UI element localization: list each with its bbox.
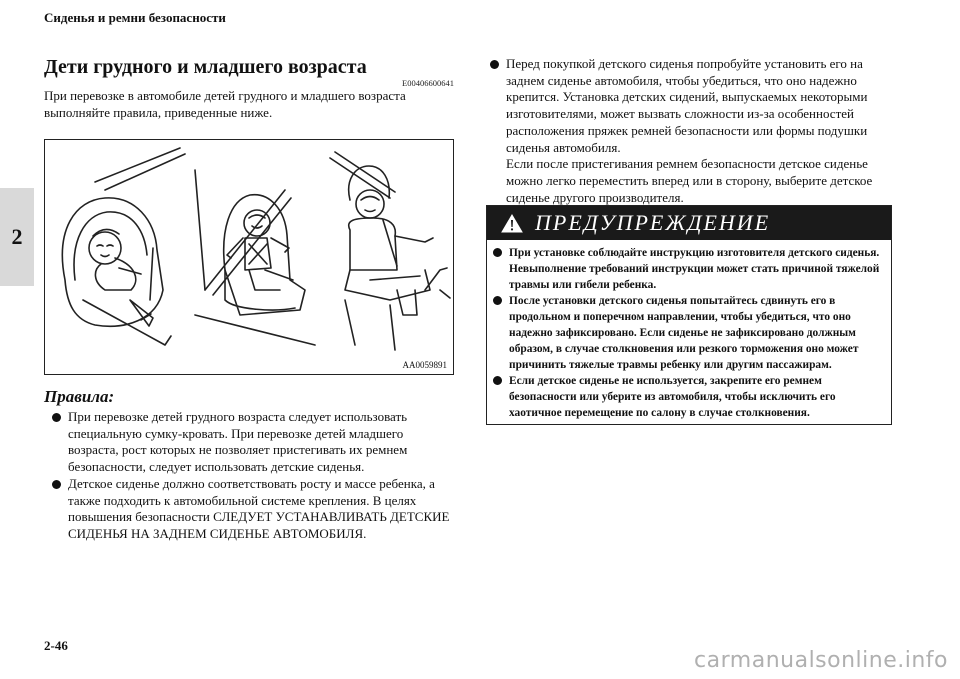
warning-header [487, 206, 891, 240]
list-item: Детское сиденье должно соответствовать росту и массе ребенка, а также подходить к автомобильной системе крепления. В целях повышения безопасности СЛЕДУЕТ УСТАНАВЛИВАТЬ ДЕТСКИЕ СИДЕНЬЯ НА ЗАДНЕМ СИДЕНЬЕ АВТОМОБИЛЯ. [48, 476, 456, 543]
list-item: Перед покупкой детского сиденья попробуйте установить его на заднем сиденье автомобиля, чтобы убедиться, что оно надежно крепится. Установка детских сидений, выпускаемых некоторыми изготовителями, может вызвать сложности из-за особенностей расположения пряжек ремней безопасности или формы подушки сиденья автомобиля. Если после пристегивания ремнем безопасности детское сиденье можно легко переместить вперед или в сторону, выберите детское сиденье другого производителя. [486, 56, 894, 206]
warning-box [486, 205, 892, 425]
section-code: E00406600641 [402, 78, 454, 88]
infant-carrier-drawing [62, 148, 185, 345]
bullet-dot-icon [493, 248, 502, 257]
list-item: При установке соблюдайте инструкцию изготовителя детского сиденья. Невыполнение требований инструкции может стать причиной тяжелой травмы или гибели ребенка. [489, 245, 885, 293]
warning-triangle-icon [501, 214, 523, 233]
figure-code: AA0059891 [402, 360, 447, 370]
warning-title: ПРЕДУПРЕЖДЕНИЕ [535, 210, 771, 235]
list-item: Если детское сиденье не используется, закрепите его ремнем безопасности или уберите из автомобиля, чтобы исключить его хаотичное перемещение по салону в случае столкновения. [489, 373, 885, 421]
bullet-dot-icon [490, 60, 499, 69]
bullet-dot-icon [493, 296, 502, 305]
toddler-seat-drawing [195, 170, 315, 345]
rules-list [48, 409, 456, 543]
watermark: carmanualsonline.info [694, 648, 948, 673]
left-column [44, 54, 454, 406]
list-item: После установки детского сиденья попытайтесь сдвинуть его в продольном и поперечном направлении, чтобы убедиться, что оно надежно зафиксировано. Если сиденье не зафиксировано должным образом, в случае столкновения или резкого торможения оно может причинить тяжелые травмы ребенку или другим пассажирам. [489, 293, 885, 373]
booster-seat-drawing [330, 152, 450, 350]
section-intro: При перевозке в автомобиле детей грудного и младшего возраста выполняйте правила, приведенные ниже. [44, 88, 406, 120]
section-title: Дети грудного и младшего возраста [44, 56, 367, 78]
child-seat-illustration [44, 139, 454, 375]
page-number: 2-46 [44, 638, 68, 653]
bullet-dot-icon [52, 413, 61, 422]
list-item: При перевозке детей грудного возраста следует использовать специальную сумку-кровать. При перевозке детей младшего возраста, рост которых не позволяет пристегивать их ремнем безопасности, следует использовать детские сиденья. [48, 409, 456, 476]
running-header: Сиденья и ремни безопасности [44, 10, 226, 25]
warning-list [487, 240, 891, 421]
rules-title: Правила: [44, 387, 115, 406]
right-list [486, 56, 894, 206]
bullet-dot-icon [493, 376, 502, 385]
bullet-dot-icon [52, 480, 61, 489]
chapter-tab: 2 [0, 188, 34, 286]
